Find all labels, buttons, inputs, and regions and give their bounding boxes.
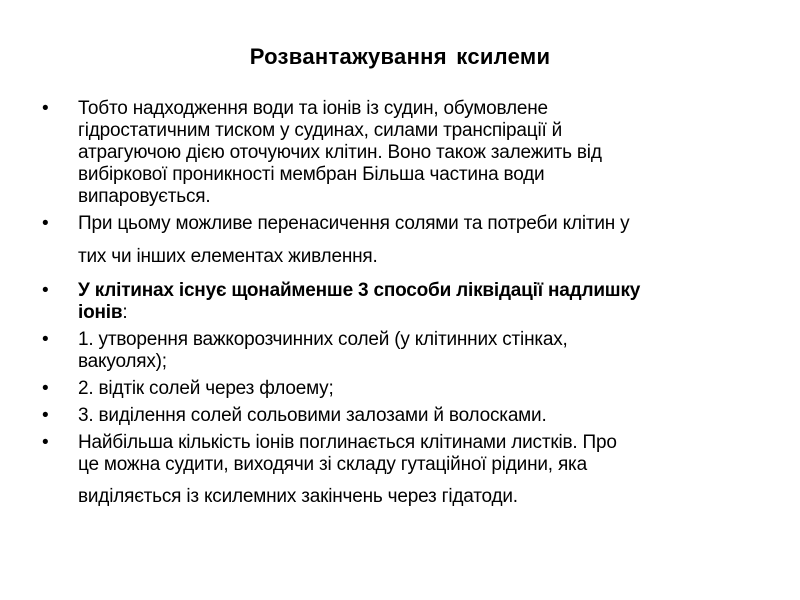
bullet-text [78, 213, 762, 268]
bullet-icon: • [42, 432, 49, 453]
bullet-text-line: виділяється із ксилемних закінчень через гідатоди. [78, 486, 518, 507]
slide-title: Розвантажування ксилеми [249, 44, 551, 69]
bullet-item-4 [42, 329, 762, 373]
bullet-text: 1. утворення важкорозчинних солей (у клітинних стінках, вакуолях); [78, 329, 568, 372]
bullet-item-3 [42, 280, 762, 324]
bullet-text [78, 280, 762, 324]
bullet-text: 3. виділення солей сольовими залозами й волосками. [78, 405, 547, 426]
bullet-item-7 [42, 432, 762, 508]
bullet-item-2 [42, 213, 762, 268]
bullet-item-6 [42, 405, 762, 427]
bullet-icon: • [42, 98, 49, 119]
bullet-item-1 [42, 98, 762, 208]
bullet-icon: • [42, 213, 49, 234]
bullet-icon: • [42, 405, 49, 426]
bullet-text: Тобто надходження води та іонів із судин, обумовлене гідростатичним тиском у судинах, силами транспірації й атрагуючою дією оточуючих клітин. Воно також залежить від вибіркової проникності мембран Більша частина води випаровується. [78, 98, 602, 207]
bullet-text-line: При цьому можливе перенасичення солями та потреби клітин у [78, 213, 630, 234]
bullet-icon: • [42, 329, 49, 350]
bullet-text-line: Найбільша кількість іонів поглинається клітинами листків. Про це можна судити, виходячи зі складу гутаційної рідини, яка [78, 432, 617, 475]
bullet-icon: • [42, 378, 49, 399]
bullet-text: 2. відтік солей через флоему; [78, 378, 334, 399]
bullet-icon: • [42, 280, 49, 301]
bullet-text-line: тих чи інших елементах живлення. [78, 246, 378, 267]
bullet-text-bold: У клітинах існує щонайменше 3 способи ліквідації надлишку іонів [78, 280, 641, 323]
bullet-list [42, 98, 762, 513]
bullet-text [78, 432, 762, 508]
bullet-text-suffix: : [122, 302, 128, 323]
bullet-item-5 [42, 378, 762, 400]
